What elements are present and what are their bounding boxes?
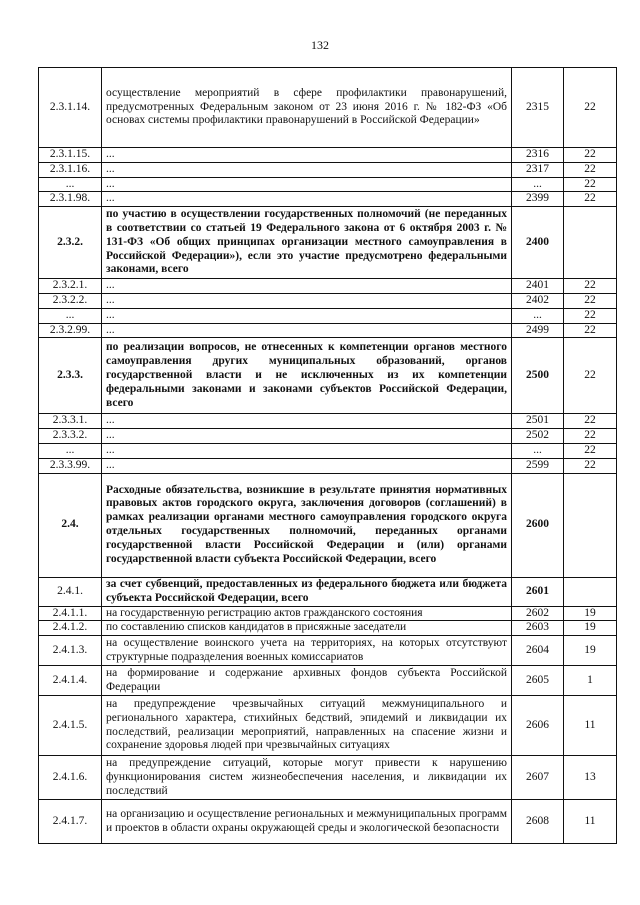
table-row bbox=[39, 696, 617, 756]
row-line-number: 2400 bbox=[512, 207, 564, 279]
row-code: 2.4.1.5. bbox=[39, 696, 102, 756]
row-line-number: 2603 bbox=[512, 621, 564, 636]
table-row bbox=[39, 666, 617, 696]
table-row bbox=[39, 756, 617, 800]
table-row bbox=[39, 308, 617, 323]
row-value: 19 bbox=[564, 636, 617, 666]
row-text: по участию в осуществлении государственных полномочий (не переданных в соответствии со статьей 19 Федерального закона от 6 октября 2003 г. № 131-ФЗ «Об общих принципах организации местного самоуправления в Российской Федерации»), если это участие предусмотрено федеральными законами, всего bbox=[102, 207, 512, 279]
table-row bbox=[39, 207, 617, 279]
row-code: 2.3.2.99. bbox=[39, 323, 102, 338]
row-text: на государственную регистрацию актов гражданского состояния bbox=[102, 606, 512, 621]
row-line-number: ... bbox=[512, 177, 564, 192]
row-value: 19 bbox=[564, 621, 617, 636]
table-row bbox=[39, 279, 617, 294]
row-value: 22 bbox=[564, 429, 617, 444]
row-code: ... bbox=[39, 177, 102, 192]
row-line-number: 2315 bbox=[512, 68, 564, 148]
row-line-number: ... bbox=[512, 443, 564, 458]
row-value: 22 bbox=[564, 68, 617, 148]
row-text: ... bbox=[102, 148, 512, 163]
row-code: 2.3.1.14. bbox=[39, 68, 102, 148]
row-value: 19 bbox=[564, 606, 617, 621]
table-row bbox=[39, 177, 617, 192]
row-value: 22 bbox=[564, 279, 617, 294]
row-line-number: 2600 bbox=[512, 473, 564, 577]
row-text: на формирование и содержание архивных фондов субъекта Российской Федерации bbox=[102, 666, 512, 696]
table-row bbox=[39, 414, 617, 429]
row-line-number: 2608 bbox=[512, 800, 564, 844]
row-text: ... bbox=[102, 279, 512, 294]
row-line-number: 2399 bbox=[512, 192, 564, 207]
row-line-number: 2501 bbox=[512, 414, 564, 429]
row-text: по реализации вопросов, не отнесенных к компетенции органов местного самоуправления других муниципальных образований, органов государственной власти и не исключенных из их компетенции федеральными законами и законами субъектов Российской Федерации, всего bbox=[102, 338, 512, 414]
row-value: 11 bbox=[564, 696, 617, 756]
row-value: 11 bbox=[564, 800, 617, 844]
row-text: ... bbox=[102, 162, 512, 177]
table-row bbox=[39, 293, 617, 308]
table-row bbox=[39, 148, 617, 163]
row-text: по составлению списков кандидатов в присяжные заседатели bbox=[102, 621, 512, 636]
row-text: на организацию и осуществление региональных и межмуниципальных программ и проектов в области охраны окружающей среды и экологической безопасности bbox=[102, 800, 512, 844]
row-text: Расходные обязательства, возникшие в результате принятия нормативных правовых актов городского округа, заключения договоров (соглашений) в рамках реализации органами местного самоуправления городского округа отдельных государственных полномочий, переданных органами государственной власти Российской Федерации и (или) органами государственной власти субъекта Российской Федерации, всего bbox=[102, 473, 512, 577]
table-row bbox=[39, 621, 617, 636]
row-line-number: 2401 bbox=[512, 279, 564, 294]
row-line-number: ... bbox=[512, 308, 564, 323]
table-row bbox=[39, 68, 617, 148]
row-text: ... bbox=[102, 177, 512, 192]
row-line-number: 2605 bbox=[512, 666, 564, 696]
row-value: 22 bbox=[564, 162, 617, 177]
table-row bbox=[39, 473, 617, 577]
row-value: 22 bbox=[564, 192, 617, 207]
row-text: ... bbox=[102, 308, 512, 323]
row-text: ... bbox=[102, 323, 512, 338]
row-code: 2.3.1.16. bbox=[39, 162, 102, 177]
row-code: 2.3.2.1. bbox=[39, 279, 102, 294]
row-text: ... bbox=[102, 192, 512, 207]
row-line-number: 2500 bbox=[512, 338, 564, 414]
row-value: 22 bbox=[564, 308, 617, 323]
row-value: 22 bbox=[564, 148, 617, 163]
row-value: 22 bbox=[564, 338, 617, 414]
page-number: 132 bbox=[311, 38, 329, 52]
row-text: ... bbox=[102, 293, 512, 308]
row-text: за счет субвенций, предоставленных из федерального бюджета или бюджета субъекта Российской Федерации, всего bbox=[102, 577, 512, 606]
row-code: 2.4.1.3. bbox=[39, 636, 102, 666]
table-row bbox=[39, 636, 617, 666]
row-code: 2.4.1. bbox=[39, 577, 102, 606]
row-line-number: 2317 bbox=[512, 162, 564, 177]
table-row bbox=[39, 458, 617, 473]
row-text: на осуществление воинского учета на территориях, на которых отсутствуют структурные подразделения военных комиссариатов bbox=[102, 636, 512, 666]
row-line-number: 2599 bbox=[512, 458, 564, 473]
row-text: ... bbox=[102, 458, 512, 473]
row-value bbox=[564, 207, 617, 279]
row-code: 2.4. bbox=[39, 473, 102, 577]
row-value: 13 bbox=[564, 756, 617, 800]
row-code: 2.4.1.4. bbox=[39, 666, 102, 696]
row-value: 22 bbox=[564, 323, 617, 338]
row-line-number: 2402 bbox=[512, 293, 564, 308]
row-code: ... bbox=[39, 443, 102, 458]
row-code: 2.3.1.98. bbox=[39, 192, 102, 207]
row-value: 22 bbox=[564, 177, 617, 192]
row-code: 2.3.3.1. bbox=[39, 414, 102, 429]
row-text: осуществление мероприятий в сфере профилактики правонарушений, предусмотренных Федеральным законом от 23 июня 2016 г. № 182-ФЗ «Об основах системы профилактики правонарушений в Российской Федерации» bbox=[102, 68, 512, 148]
row-code: 2.4.1.1. bbox=[39, 606, 102, 621]
row-value: 22 bbox=[564, 458, 617, 473]
row-code: 2.4.1.2. bbox=[39, 621, 102, 636]
row-line-number: 2602 bbox=[512, 606, 564, 621]
row-line-number: 2502 bbox=[512, 429, 564, 444]
table-row bbox=[39, 606, 617, 621]
row-code: 2.3.3.2. bbox=[39, 429, 102, 444]
row-line-number: 2601 bbox=[512, 577, 564, 606]
row-value: 22 bbox=[564, 414, 617, 429]
table-row bbox=[39, 800, 617, 844]
row-line-number: 2316 bbox=[512, 148, 564, 163]
row-line-number: 2607 bbox=[512, 756, 564, 800]
row-value bbox=[564, 473, 617, 577]
row-text: ... bbox=[102, 429, 512, 444]
table-row bbox=[39, 162, 617, 177]
row-text: на предупреждение ситуаций, которые могут привести к нарушению функционирования систем жизнеобеспечения населения, и ликвидации их последствий bbox=[102, 756, 512, 800]
row-code: 2.4.1.6. bbox=[39, 756, 102, 800]
row-code: 2.3.3. bbox=[39, 338, 102, 414]
row-value bbox=[564, 577, 617, 606]
row-text: ... bbox=[102, 414, 512, 429]
row-code: 2.4.1.7. bbox=[39, 800, 102, 844]
row-value: 22 bbox=[564, 443, 617, 458]
table-row bbox=[39, 443, 617, 458]
row-code: ... bbox=[39, 308, 102, 323]
obligations-table bbox=[38, 67, 617, 844]
table-row bbox=[39, 192, 617, 207]
row-line-number: 2499 bbox=[512, 323, 564, 338]
table-row bbox=[39, 577, 617, 606]
row-text: на предупреждение чрезвычайных ситуаций межмуниципального и регионального характера, стихийных бедствий, эпидемий и ликвидации их последствий, реализации мероприятий, направленных на спасение жизни и сохранение здоровья людей при чрезвычайных ситуациях bbox=[102, 696, 512, 756]
table-row bbox=[39, 338, 617, 414]
row-text: ... bbox=[102, 443, 512, 458]
row-value: 22 bbox=[564, 293, 617, 308]
row-code: 2.3.1.15. bbox=[39, 148, 102, 163]
row-code: 2.3.3.99. bbox=[39, 458, 102, 473]
row-value: 1 bbox=[564, 666, 617, 696]
row-line-number: 2606 bbox=[512, 696, 564, 756]
row-code: 2.3.2. bbox=[39, 207, 102, 279]
row-code: 2.3.2.2. bbox=[39, 293, 102, 308]
row-line-number: 2604 bbox=[512, 636, 564, 666]
table-row bbox=[39, 323, 617, 338]
table-row bbox=[39, 429, 617, 444]
